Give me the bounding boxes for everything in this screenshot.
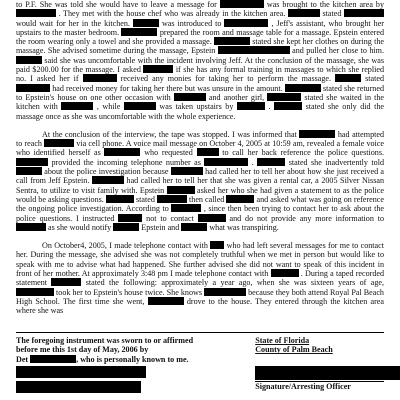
redaction bbox=[224, 19, 268, 27]
redaction bbox=[121, 28, 157, 36]
text-run: . bbox=[251, 157, 254, 167]
redaction bbox=[226, 195, 254, 203]
text-run: had called her to tell her that she was given a rental car, a 2005 Silver Nissan Sentra, to utilize to visit family with. Epstein bbox=[16, 176, 384, 195]
redaction bbox=[44, 139, 74, 147]
divider bbox=[16, 332, 384, 333]
state-label: State of Florida bbox=[255, 336, 310, 345]
notary-signature-redaction bbox=[16, 366, 146, 378]
text-run: took her to Epstein's house twice. She knows bbox=[56, 287, 202, 297]
text-run: drove to the house. They entered through the kitchen area where she was bbox=[16, 296, 384, 316]
redaction bbox=[171, 204, 201, 212]
text-run: would wait for her in the kitchen. bbox=[16, 18, 130, 28]
text-run: and do not provide any more information to bbox=[229, 213, 385, 223]
text-run: about the police investigation because bbox=[44, 167, 169, 177]
text-run: asked her who she had given a statement to as the police would be asking questions. bbox=[16, 185, 384, 204]
redaction bbox=[133, 19, 159, 27]
text-run: what was transpiring. bbox=[209, 222, 279, 232]
paragraph-3 bbox=[16, 241, 384, 315]
redaction bbox=[237, 102, 265, 110]
notary-name-redaction bbox=[16, 381, 141, 393]
redaction bbox=[335, 74, 361, 82]
jurat-block bbox=[16, 336, 207, 393]
redaction bbox=[30, 355, 76, 363]
paragraph-2 bbox=[16, 130, 384, 232]
text-run: who had left several messages for me to contact her. During the message, she advised she was not completely truthful when we met in person but would like to speak with me to advise what had happened. She further advised she did not want to speak of this incident in front of her mother. At approximately 3:48 pm I made telephone contact with bbox=[16, 241, 384, 279]
jurat-line-3: Det , who is personally known to me. bbox=[16, 354, 189, 364]
redaction bbox=[16, 223, 46, 231]
redaction bbox=[271, 269, 299, 277]
text-run: , since then been trying to contact her to ask about the police questions. I instructed bbox=[16, 204, 384, 223]
redaction bbox=[274, 102, 302, 110]
text-run: stated she kept her clothes on during the massage. She advised sometime during the massage, Epstein bbox=[16, 37, 384, 56]
redaction bbox=[16, 158, 48, 166]
text-run: was introduced to bbox=[161, 18, 222, 28]
text-run: stated bbox=[135, 194, 155, 204]
text-run: prepared the room and massage table for a massage. Epstein entered the room wearing only a towel and she provided a massage. bbox=[16, 27, 385, 47]
text-run: said she was uncomfortable with the incident involving Jeff. At the conclusion of the massage, she was paid $200.00 for the massage. I asked bbox=[16, 55, 385, 75]
text-run: who requested bbox=[144, 148, 193, 158]
county-label: County of Palm Beach bbox=[255, 345, 333, 355]
redaction bbox=[171, 167, 203, 175]
redaction bbox=[198, 214, 226, 222]
text-run: , Jeff's assistant, who brought her upstairs to the master bedroom. bbox=[16, 18, 384, 37]
text-run: , while bbox=[96, 102, 121, 112]
officer-signature-redaction bbox=[255, 366, 400, 380]
jurat-line-1: The foregoing instrument was sworn to or affirmed bbox=[16, 336, 194, 345]
redaction bbox=[16, 167, 42, 175]
text-run: Epstein and bbox=[141, 222, 180, 232]
redaction bbox=[197, 148, 219, 156]
text-run: stated bbox=[365, 74, 384, 84]
redaction bbox=[204, 158, 248, 166]
jurat-line-2: before me this 1st day of May, 2006 by bbox=[16, 345, 149, 355]
redaction bbox=[214, 37, 250, 45]
jurisdiction-block bbox=[255, 336, 384, 393]
redaction bbox=[143, 65, 173, 73]
text-run: On October4, 2005, I made telephone contact with bbox=[42, 241, 208, 251]
affidavit-footer bbox=[16, 332, 384, 393]
text-run: not to contact bbox=[146, 213, 194, 223]
redaction bbox=[220, 0, 264, 8]
text-run: and asked what was going on reference the ongoing police investigation. According to bbox=[16, 194, 384, 214]
redaction bbox=[106, 195, 134, 203]
redaction bbox=[16, 84, 50, 92]
text-run: received any monies for taking her to perform the massage. bbox=[120, 74, 332, 84]
text-run: stated bbox=[322, 9, 342, 19]
redaction bbox=[113, 223, 139, 231]
redaction bbox=[92, 176, 124, 184]
redaction bbox=[181, 223, 207, 231]
redaction bbox=[118, 214, 142, 222]
redaction bbox=[299, 130, 335, 138]
text-run: was taken upstairs by bbox=[159, 102, 234, 112]
text-run: stated she only did the massage once as she was uncomfortable with the whole experience. bbox=[16, 102, 384, 121]
text-run: . During a taped recorded statement bbox=[16, 269, 385, 288]
text-run: to call her back reference the police questions. bbox=[222, 148, 385, 158]
redaction bbox=[257, 158, 285, 166]
redaction bbox=[267, 93, 301, 101]
redaction bbox=[157, 195, 187, 203]
text-run: stated she inadvertently told bbox=[288, 157, 385, 167]
text-run: then called bbox=[189, 194, 225, 204]
text-run: had received money for taking her there but was unsure in the amount. bbox=[52, 83, 283, 93]
text-run: . bbox=[268, 102, 271, 112]
redaction bbox=[16, 9, 56, 17]
text-run: to P.F. She was told she would have to leave a message for bbox=[16, 0, 217, 9]
text-run: had attempted to reach bbox=[16, 129, 384, 149]
text-run: via cell phone. A voice mail message on October 4, 2005 at 10:59 am, revealed a female voice who identified herself as bbox=[16, 139, 384, 158]
text-run: . They met with the house chef who was already in the kitchen area. bbox=[58, 9, 286, 19]
redaction bbox=[104, 148, 140, 156]
redaction bbox=[61, 102, 93, 110]
redaction bbox=[83, 74, 117, 82]
text-run: stated the following: approximately a year ago, when she was sixteen years of age, bbox=[85, 278, 384, 288]
text-run: and another girl, bbox=[208, 92, 265, 102]
redaction bbox=[167, 186, 195, 194]
text-run: stated she waited in the kitchen with bbox=[16, 92, 385, 112]
redaction bbox=[16, 288, 54, 296]
redaction bbox=[218, 46, 290, 54]
redaction bbox=[174, 93, 206, 101]
text-run: as she would notify bbox=[48, 222, 112, 232]
redaction bbox=[288, 9, 320, 17]
redaction bbox=[344, 9, 384, 17]
signature-label: Signature/Arresting Officer bbox=[255, 381, 384, 391]
redaction bbox=[124, 102, 156, 110]
redaction bbox=[148, 297, 184, 305]
text-run: if she has any formal training in massages to which she replied no. I asked her if bbox=[16, 65, 384, 84]
text-run: was brought to the kitchen area by bbox=[266, 0, 384, 9]
redaction bbox=[210, 241, 224, 249]
text-run: stated she returned to Epstein's house on one other occasion with bbox=[16, 83, 384, 102]
text-run: provided the incoming telephone number as bbox=[51, 157, 201, 167]
redaction bbox=[51, 278, 81, 286]
text-run: At the conclusion of the interview, the tape was stopped. I was informed that bbox=[42, 129, 297, 139]
redaction bbox=[204, 288, 246, 296]
paragraph-1 bbox=[16, 0, 384, 121]
redaction bbox=[16, 56, 42, 64]
text-run: because they both attend Royal Pal Beach High School. The first time she went, bbox=[16, 287, 384, 306]
text-run: and pulled her close to him. bbox=[292, 46, 384, 56]
redaction bbox=[285, 84, 321, 92]
text-run: had called her to tell her about how she just received a call from Jeff Epstein. bbox=[16, 167, 384, 186]
